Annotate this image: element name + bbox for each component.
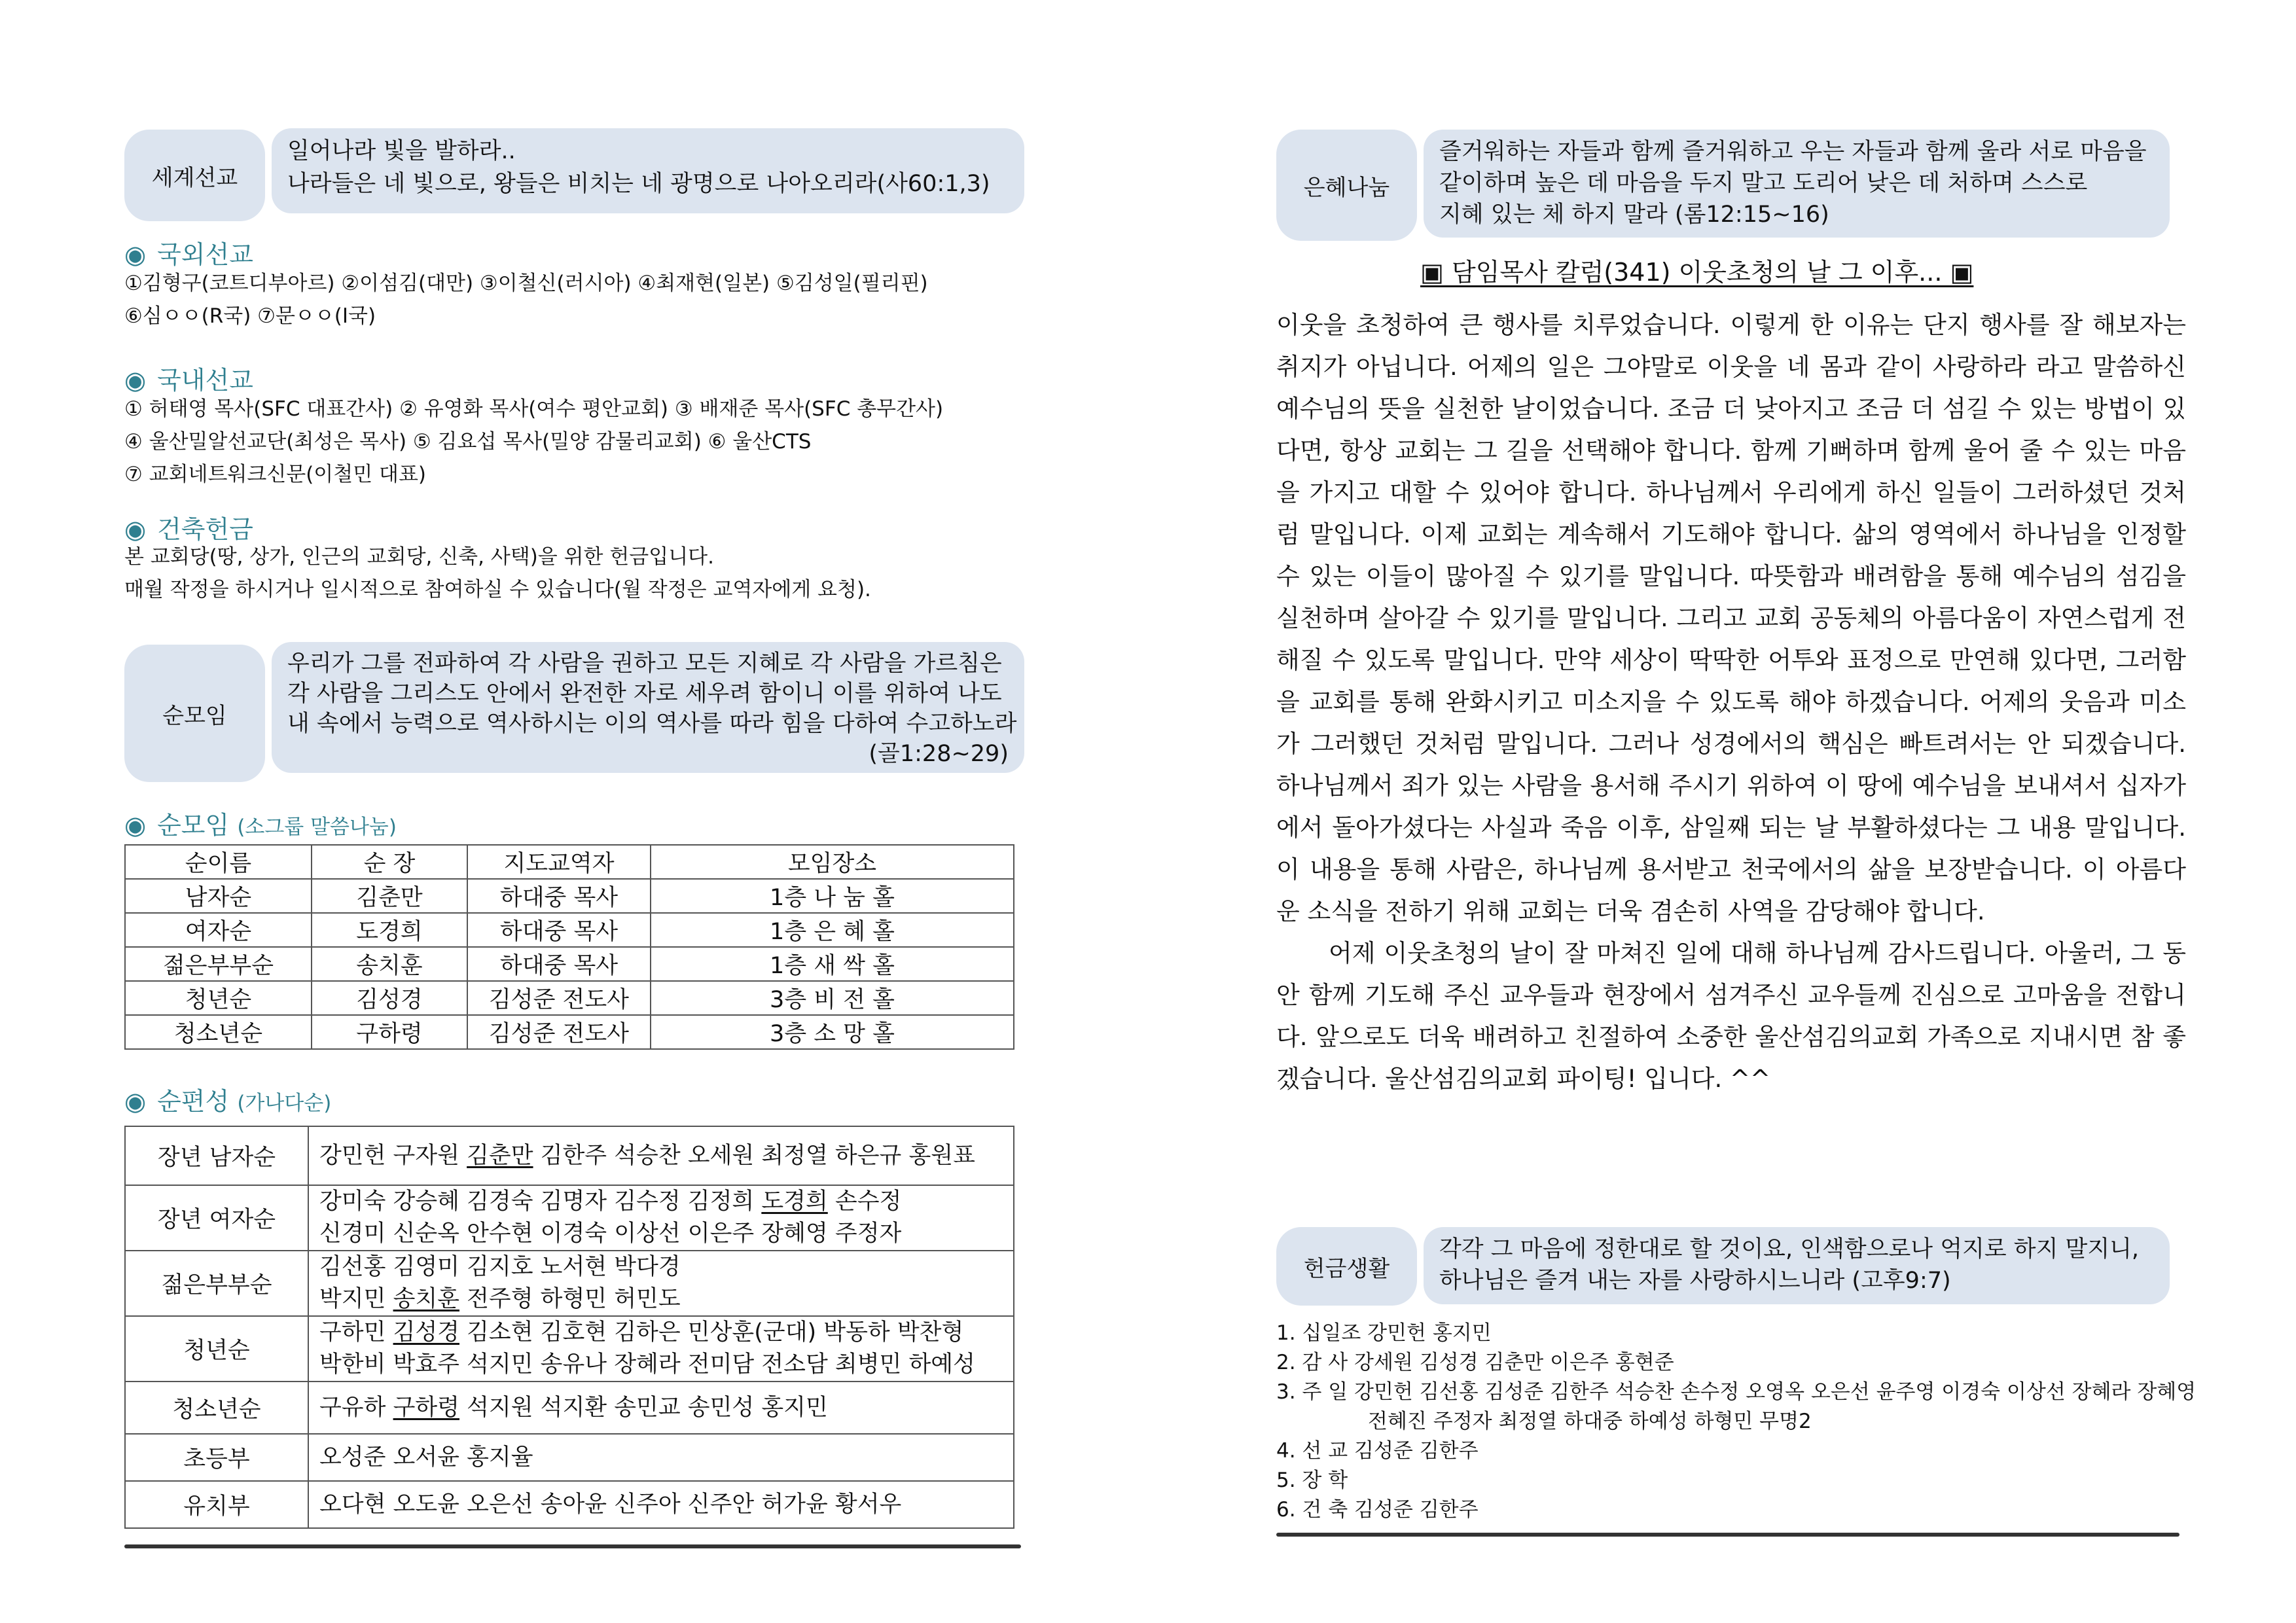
column-paragraph: 어제 이웃초청의 날이 잘 마쳐진 일에 대해 하나님께 감사드립니다. 아울러, 그 동안 함께 기도해 주신 교우들과 현장에서 섬겨주신 교우들께 진심으로 고마움을 전합니다. 앞으로도 더욱 배려하고 친절하여 소중한 울산섬김의교회 가족으로 지내시면 참 좋겠습니다. 울산섬김의교회 파이팅! 입니다. ^^ xyxy=(1276,939,2186,1093)
member-line xyxy=(319,1283,1009,1315)
table-row xyxy=(125,1481,1014,1528)
member-names: 박지민 xyxy=(319,1286,393,1312)
circle-bullet-icon: ◉ xyxy=(124,515,147,544)
group-members xyxy=(308,1481,1014,1528)
member-names: 강미숙 강승혜 김경숙 김명자 김수정 김정희 xyxy=(319,1188,762,1215)
list-item: ①김형구(코트디부아르) ②이섬김(대만) ③이철신(러시아) ④최재현(일본) ⑤김성일(필리핀) xyxy=(124,272,928,295)
member-line xyxy=(319,1251,1009,1283)
member-line xyxy=(319,1186,1009,1218)
group-leader-name: 구하령 xyxy=(393,1394,459,1421)
table-cell: 여자순 xyxy=(125,913,312,947)
member-names: 김소현 김호현 김하은 민상훈(군대) 박동하 박찬형 xyxy=(459,1319,964,1346)
verse-line: 각 사람을 그리스도 안에서 완전한 자로 세우려 함이니 이를 위하여 나도 xyxy=(287,681,1002,707)
verse-line: 지혜 있는 체 하지 말라 (롬12:15~16) xyxy=(1439,202,1829,228)
table-cell: 청소년순 xyxy=(125,1015,312,1049)
verse-line: 각각 그 마음에 정한대로 할 것이요, 인색함으로나 억지로 하지 말지니, xyxy=(1439,1236,2140,1262)
circle-bullet-icon: ◉ xyxy=(124,811,147,840)
table-cell: 김성준 전도사 xyxy=(467,1015,651,1049)
divider xyxy=(124,1544,1021,1548)
section-title: 국내선교 xyxy=(157,366,253,395)
member-line xyxy=(319,1140,1009,1172)
banner-verse xyxy=(272,128,1024,213)
divider xyxy=(1276,1533,2179,1537)
banner-verse xyxy=(272,642,1024,773)
member-line xyxy=(319,1442,1009,1474)
circle-bullet-icon: ◉ xyxy=(124,1087,147,1116)
member-names: 신경미 신순옥 안수현 이경숙 이상선 이은주 장혜영 주정자 xyxy=(319,1221,902,1247)
list-item: ④ 울산밀알선교단(최성은 목사) ⑤ 김요섭 목사(밀양 감물리교회) ⑥ 울산CTS xyxy=(124,430,812,454)
member-line xyxy=(319,1218,1009,1250)
table-row xyxy=(125,1251,1014,1316)
column-body xyxy=(1276,304,2186,1100)
member-names: 전주형 하형민 허민도 xyxy=(459,1286,681,1312)
member-names: 석지원 석지환 송민교 송민성 홍지민 xyxy=(459,1394,828,1421)
group-leader-name: 도경희 xyxy=(761,1188,828,1215)
table-cell: 김성준 전도사 xyxy=(467,981,651,1015)
group-members xyxy=(308,1126,1014,1185)
list-item: 6. 건 축 김성준 김한주 xyxy=(1276,1498,1479,1522)
group-name: 청소년순 xyxy=(125,1382,308,1434)
member-names: 손수정 xyxy=(827,1188,902,1215)
group-name: 장년 여자순 xyxy=(125,1185,308,1251)
member-names: 오성준 오서윤 홍지율 xyxy=(319,1444,533,1471)
table-row xyxy=(125,981,1014,1015)
member-names: 구유하 xyxy=(319,1394,393,1421)
section-title: 국외선교 xyxy=(157,240,253,269)
list-item: 4. 선 교 김성준 김한주 xyxy=(1276,1439,1479,1463)
verse-line: 우리가 그를 전파하여 각 사람을 권하고 모든 지혜로 각 사람을 가르침은 xyxy=(287,651,1002,677)
member-line xyxy=(319,1392,1009,1424)
member-line xyxy=(319,1349,1009,1381)
column-header: 모임장소 xyxy=(651,845,1014,879)
group-leader-name: 김성경 xyxy=(393,1319,459,1346)
group-members xyxy=(308,1382,1014,1434)
group-members xyxy=(308,1185,1014,1251)
member-names: 구하민 xyxy=(319,1319,393,1346)
banner-label: 세계선교 xyxy=(124,130,265,221)
table-row xyxy=(125,1015,1014,1049)
column-paragraph: 이웃을 초청하여 큰 행사를 치루었습니다. 이렇게 한 이유는 단지 행사를 잘 해보자는 취지가 아닙니다. 어제의 일은 그야말로 이웃을 네 몸과 같이 사랑하라 라고 말씀하신 예수님의 뜻을 실천한 날이었습니다. 조금 더 낮아지고 조금 더 섬길 수 있는 방법이 있다면, 항상 교회는 그 길을 선택해야 합니다. 함께 기뻐하며 함께 울어 줄 수 있는 마음을 가지고 대할 수 있어야 합니다. 하나님께서 우리에게 하신 일들이 그러하셨던 것처럼 말입니다. 이제 교회는 계속해서 기도해야 합니다. 삶의 영역에서 하나님을 인정할 수 있는 이들이 많아질 수 있기를 말입니다. 따뜻함과 배려함을 통해 예수님의 섬김을 실천하며 살아갈 수 있기를 말입니다. 그리고 교회 공동체의 아름다움이 자연스럽게 전해질 수 있도록 말입니다. 만약 세상이 딱딱한 어투와 표정으로 만연해 있다면, 그러함을 교회를 통해 완화시키고 미소지을 수 있도록 해야 하겠습니다. 어제의 웃음과 미소가 그러했던 것처럼 말입니다. 그러나 성경에서의 핵심은 빠트려서는 안 되겠습니다. 하나님께서 죄가 있는 사람을 용서해 주시기 위하여 이 땅에 예수님을 보내셔서 십자가에서 돌아가셨다는 사실과 죽음 이후, 삼일째 되는 날 부활하셨다는 그 내용 말입니다. 이 내용을 통해 사람은, 하나님께 용서받고 천국에서의 삶을 보장받습니다. 이 아름다운 소식을 전하기 위해 교회는 더욱 겸손히 사역을 감당해야 합니다. xyxy=(1276,311,2186,925)
table-row xyxy=(125,1434,1014,1481)
table-row xyxy=(125,1126,1014,1185)
member-line xyxy=(319,1489,1009,1521)
table-cell: 구하령 xyxy=(312,1015,467,1049)
table-cell: 하대중 목사 xyxy=(467,947,651,981)
table-cell: 남자순 xyxy=(125,879,312,913)
member-names: 박한비 박효주 석지민 송유나 장혜라 전미담 전소담 최병민 하예성 xyxy=(319,1351,975,1378)
overseas-mission-list xyxy=(124,267,928,332)
banner-verse xyxy=(1424,1227,2170,1304)
table-row xyxy=(125,1185,1014,1251)
table-cell: 청년순 xyxy=(125,981,312,1015)
list-item: 전혜진 주정자 최정열 하대중 하예성 하형민 무명2 xyxy=(1368,1410,1812,1433)
section-subtitle: (가나다순) xyxy=(237,1092,332,1115)
table-row xyxy=(125,947,1014,981)
domestic-mission-heading xyxy=(124,360,253,396)
group-members xyxy=(308,1434,1014,1481)
verse-line: 나라들은 네 빛으로, 왕들은 비치는 네 광명으로 나아오리라(사60:1,3) xyxy=(287,171,990,197)
group-name: 청년순 xyxy=(125,1316,308,1382)
table-header-row xyxy=(125,845,1014,879)
member-names: 김선홍 김영미 김지호 노서현 박다경 xyxy=(319,1254,681,1280)
group-roster-table xyxy=(124,1126,1014,1529)
group-members xyxy=(308,1251,1014,1316)
section-title: 순편성 xyxy=(157,1087,230,1116)
column-header: 순이름 xyxy=(125,845,312,879)
member-line xyxy=(319,1317,1009,1349)
table-row xyxy=(125,879,1014,913)
table-cell: 김성경 xyxy=(312,981,467,1015)
table-cell: 3층 비 전 홀 xyxy=(651,981,1014,1015)
small-group-table xyxy=(124,844,1014,1050)
banner-verse xyxy=(1424,130,2170,238)
verse-line: 하나님은 즐겨 내는 자를 사랑하시느니라 (고후9:7) xyxy=(1439,1268,1951,1294)
banner-label: 순모임 xyxy=(124,645,265,782)
list-item: 3. 주 일 강민헌 김선홍 김성준 김한주 석승찬 손수정 오영옥 오은선 윤주영 이경숙 이상선 장혜라 장혜영 xyxy=(1276,1380,2197,1404)
group-name: 유치부 xyxy=(125,1481,308,1528)
verse-line: (골1:28~29) xyxy=(869,741,1009,767)
group-roster-heading xyxy=(124,1081,331,1117)
verse-line: 일어나라 빛을 발하라.. xyxy=(287,138,516,164)
table-cell: 3층 소 망 홀 xyxy=(651,1015,1014,1049)
circle-bullet-icon: ◉ xyxy=(124,240,147,269)
group-name: 장년 남자순 xyxy=(125,1126,308,1185)
verse-line: 내 속에서 능력으로 역사하시는 이의 역사를 따라 힘을 다하여 수고하노라 xyxy=(287,711,1017,737)
list-item: ⑦ 교회네트워크신문(이철민 대표) xyxy=(124,463,426,486)
section-title: 순모임 xyxy=(157,811,230,840)
list-item: 5. 장 학 xyxy=(1276,1469,1348,1492)
table-row xyxy=(125,1316,1014,1382)
section-title: 건축헌금 xyxy=(157,515,253,544)
verse-line: 즐거워하는 자들과 함께 즐거워하고 우는 자들과 함께 울라 서로 마음을 xyxy=(1439,139,2147,165)
member-names: 오다현 오도윤 오은선 송아윤 신주아 신주안 허가윤 황서우 xyxy=(319,1491,902,1518)
member-names: 강민헌 구자원 xyxy=(319,1142,467,1169)
table-cell: 하대중 목사 xyxy=(467,913,651,947)
domestic-mission-list xyxy=(124,393,943,491)
overseas-mission-heading xyxy=(124,234,253,270)
table-cell: 젊은부부순 xyxy=(125,947,312,981)
table-cell: 1층 새 싹 홀 xyxy=(651,947,1014,981)
group-name: 젊은부부순 xyxy=(125,1251,308,1316)
table-cell: 김춘만 xyxy=(312,879,467,913)
table-row xyxy=(125,1382,1014,1434)
list-item: 매월 작정을 하시거나 일시적으로 참여하실 수 있습니다(월 작정은 교역자에게 요청). xyxy=(124,578,871,601)
table-cell: 송치훈 xyxy=(312,947,467,981)
list-item: 본 교회당(땅, 상가, 인근의 교회당, 신축, 사택)을 위한 헌금입니다. xyxy=(124,545,714,569)
table-cell: 1층 나 눔 홀 xyxy=(651,879,1014,913)
group-leader-name: 송치훈 xyxy=(393,1286,459,1312)
list-item: ⑥심ㅇㅇ(R국) ⑦문ㅇㅇ(I국) xyxy=(124,304,376,328)
group-members xyxy=(308,1316,1014,1382)
member-names: 김한주 석승찬 오세원 최정열 하은규 홍원표 xyxy=(533,1142,975,1169)
verse-line: 같이하며 높은 데 마음을 두지 말고 도리어 낮은 데 처하며 스스로 xyxy=(1439,170,2088,196)
group-leader-name: 김춘만 xyxy=(467,1142,533,1169)
column-title: ▣ 담임목사 칼럼(341) 이웃초청의 날 그 이후... ▣ xyxy=(1420,258,1974,287)
column-header: 지도교역자 xyxy=(467,845,651,879)
banner-label: 은혜나눔 xyxy=(1276,130,1417,241)
list-item: ① 허태영 목사(SFC 대표간사) ② 유영화 목사(여수 평안교회) ③ 배재준 목사(SFC 총무간사) xyxy=(124,397,944,421)
column-header: 순 장 xyxy=(312,845,467,879)
small-group-heading xyxy=(124,805,397,841)
table-cell: 1층 은 혜 홀 xyxy=(651,913,1014,947)
building-offering-heading xyxy=(124,509,253,545)
table-cell: 도경희 xyxy=(312,913,467,947)
table-row xyxy=(125,913,1014,947)
banner-label: 헌금생활 xyxy=(1276,1227,1417,1306)
list-item: 1. 십일조 강민헌 홍지민 xyxy=(1276,1321,1492,1345)
list-item: 2. 감 사 강세원 김성경 김춘만 이은주 홍현준 xyxy=(1276,1351,1674,1374)
table-cell: 하대중 목사 xyxy=(467,879,651,913)
section-subtitle: (소그룹 말씀나눔) xyxy=(237,815,397,839)
building-offering-text xyxy=(124,541,871,606)
circle-bullet-icon: ◉ xyxy=(124,366,147,395)
offering-list xyxy=(1276,1319,2196,1525)
group-name: 초등부 xyxy=(125,1434,308,1481)
